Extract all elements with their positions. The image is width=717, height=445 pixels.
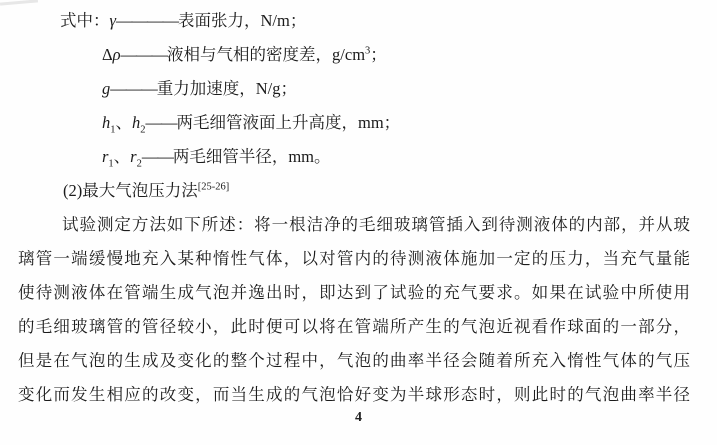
definition-line-h (102, 106, 690, 140)
paragraph-line: 变化而发生相应的改变，而当生成的气泡恰好变为半球形态时，则此时的气泡曲率半径 (18, 385, 690, 404)
paragraph-line: 使待测液体在管端生成气泡并逸出时，即达到了试验的充气要求。如果在试验中所使用 (18, 283, 690, 302)
citation-superscript: [25-26] (197, 181, 230, 193)
definition-line-g (102, 72, 690, 106)
subscript-1: 1 (110, 124, 116, 136)
subscript-2: 2 (136, 158, 142, 170)
formula-symbol-h1: h (102, 113, 111, 132)
body-paragraph (18, 208, 690, 412)
definition-line-delta-rho (102, 38, 690, 72)
page-content (18, 4, 690, 412)
definition-dash-rule: ———— (116, 11, 179, 30)
formula-symbol-h2: h (132, 113, 141, 132)
subscript-1: 1 (108, 158, 114, 170)
definition-desc-g: 重力加速度，N/g； (156, 79, 297, 98)
definition-desc-r: 两毛细管半径，mm。 (172, 147, 331, 166)
symbol-separator: 、 (113, 147, 131, 166)
paragraph-line: 试验测定方法如下所述：将一根洁净的毛细玻璃管插入到待测液体的内部，并从玻 (62, 215, 690, 234)
formula-symbol-r2: r (130, 147, 137, 166)
formula-definitions-section (18, 4, 690, 174)
paragraph-line: 璃管一端缓慢地充入某种惰性气体，以对管内的待测液体施加一定的压力，当充气量能 (18, 249, 690, 268)
formula-symbol-delta: Δ (102, 45, 113, 64)
formula-symbol-rho: ρ (112, 45, 121, 64)
definition-desc-tail: ； (370, 45, 387, 64)
definition-desc-gamma: 表面张力，N/m； (178, 11, 307, 30)
definition-dash-rule: —— (141, 147, 173, 166)
definition-dash-rule: ——— (110, 79, 157, 98)
paragraph-line: 但是在气泡的生成及变化的整个过程中，气泡的曲率半径会随着所充入惰性气体的气压 (18, 351, 690, 370)
definition-line-gamma (60, 4, 690, 38)
formula-symbol-gamma: γ (109, 11, 117, 30)
paragraph-line: 的毛细玻璃管的管径较小，此时便可以将在管端所产生的气泡近视看作球面的一部分， (18, 317, 690, 336)
formula-symbol-r1: r (102, 147, 109, 166)
definition-line-r (102, 140, 690, 174)
definition-dash-rule: —— (145, 113, 177, 132)
section-heading-text: (2)最大气泡压力法 (63, 181, 198, 200)
definitions-intro-label: 式中： (60, 11, 110, 30)
definition-desc-delta-rho: 液相与气相的密度差，g/cm (167, 45, 366, 64)
definition-dash-rule: ——— (120, 45, 168, 64)
page-number: 4 (355, 410, 362, 425)
section-heading-max-bubble-pressure (63, 174, 690, 208)
unit-superscript: 3 (365, 45, 371, 57)
subscript-2: 2 (140, 124, 146, 136)
formula-symbol-g: g (102, 79, 111, 98)
definition-desc-h: 两毛细管液面上升高度，mm； (176, 113, 401, 132)
symbol-separator: 、 (115, 113, 132, 132)
